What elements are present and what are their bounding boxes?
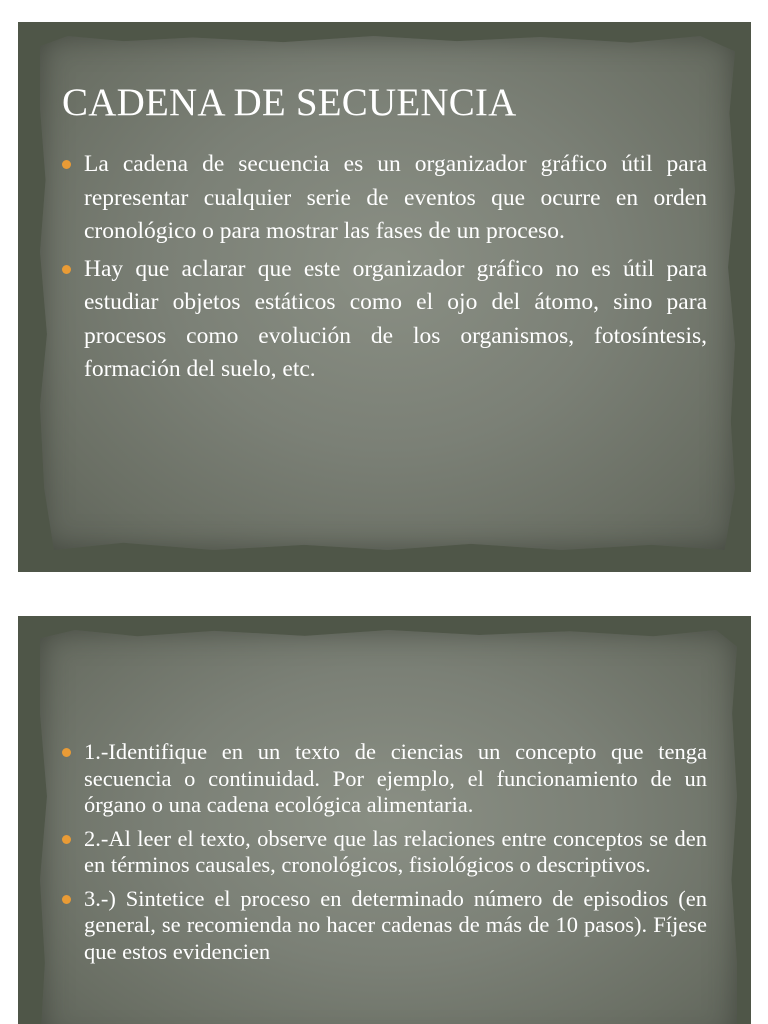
bullet-item [62,739,707,819]
bullet-dot-icon [62,265,71,274]
bullet-list [62,148,707,391]
bullet-item [62,826,707,879]
bullet-text: La cadena de secuencia es un organizador gráfico útil para representar cualquier serie de eventos que ocurre en orden cronológico o para mostrar las fases de un proceso. [84,151,707,244]
bullet-dot-icon [62,160,71,169]
slide-1 [18,22,751,572]
bullet-text: Hay que aclarar que este organizador gráfico no es útil para estudiar objetos estáticos como el ojo del átomo, sino para procesos como evolución de los organismos, fotosíntesis, formación del suelo, etc. [84,255,707,382]
bullet-dot-icon [62,748,71,757]
slide-title: CADENA DE SECUENCIA [62,81,517,124]
bullet-text: 1.-Identifique en un texto de ciencias un concepto que tenga secuencia o continuidad. Por ejemplo, el funcionamiento de un órgano o una cadena ecológica alimentaria. [84,739,707,817]
bullet-dot-icon [62,895,71,904]
slide-2 [18,616,751,1024]
bullet-text: 2.-Al leer el texto, observe que las relaciones entre conceptos se den en términos causales, cronológicos, fisiológicos o descriptivos. [84,825,707,877]
bullet-item [62,253,707,387]
bullet-list [62,739,707,972]
bullet-dot-icon [62,835,71,844]
bullet-item [62,886,707,966]
bullet-item [62,148,707,249]
bullet-text: 3.-) Sintetice el proceso en determinado número de episodios (en general, se recomienda no hacer cadenas de más de 10 pasos). Fíjese que estos evidencien [84,885,707,964]
